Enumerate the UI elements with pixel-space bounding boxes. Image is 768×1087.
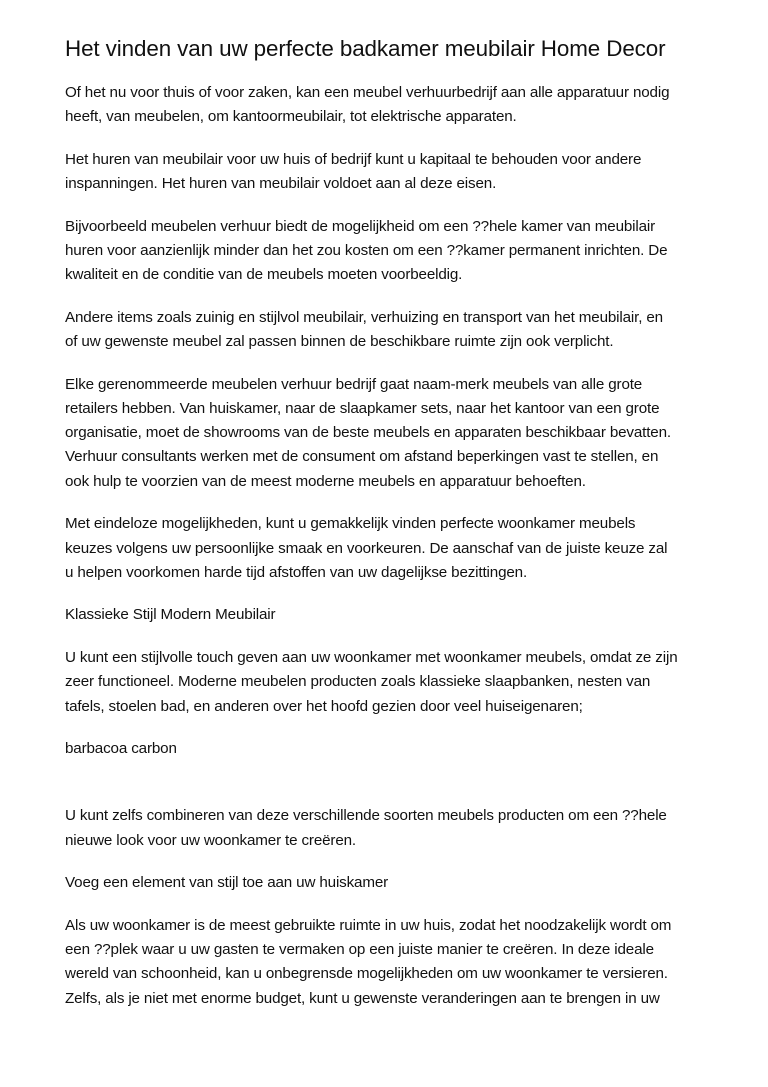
paragraph-spacer <box>65 628 715 647</box>
text-line: wereld van schoonheid, kan u onbegrensde mogelijkheden om uw woonkamer te versieren. <box>65 965 668 983</box>
paragraph <box>65 914 715 1011</box>
text-line: Het huren van meubilair voor uw huis of bedrijf kunt u kapitaal te behouden voor andere <box>65 150 642 168</box>
paragraph <box>65 373 715 494</box>
text-line: Voeg een element van stijl toe aan uw huiskamer <box>65 874 389 892</box>
text-line: of uw gewenste meubel zal passen binnen de beschikbare ruimte zijn ook verplicht. <box>65 333 614 351</box>
paragraph <box>65 646 715 719</box>
text-line: U kunt een stijlvolle touch geven aan uw woonkamer met woonkamer meubels, omdat ze zijn <box>65 649 678 667</box>
paragraph <box>65 81 715 129</box>
paragraph <box>65 804 715 852</box>
text-line: Andere items zoals zuinig en stijlvol meubilair, verhuizing en transport van het meubilair, en <box>65 308 663 326</box>
paragraph-spacer <box>65 129 715 148</box>
paragraph-spacer <box>65 896 715 915</box>
section-heading <box>65 871 715 895</box>
paragraph <box>65 306 715 354</box>
text-line: organisatie, moet de showrooms van de beste meubels en apparaten beschikbaar bevatten. <box>65 424 671 442</box>
document-body <box>65 81 715 1011</box>
paragraph-spacer <box>65 853 715 872</box>
paragraph-spacer <box>65 585 715 604</box>
section-heading <box>65 603 715 627</box>
text-line: Zelfs, als je niet met enorme budget, kunt u gewenste veranderingen aan te brengen in uw <box>65 989 660 1007</box>
text-line: barbacoa carbon <box>65 740 177 758</box>
text-line: U kunt zelfs combineren van deze verschillende soorten meubels producten om een ??hele <box>65 807 667 825</box>
paragraph-spacer <box>65 719 715 738</box>
text-line: zeer functioneel. Moderne meubelen producten zoals klassieke slaapbanken, nesten van <box>65 673 651 691</box>
text-line: Klassieke Stijl Modern Meubilair <box>65 606 276 624</box>
text-line: inspanningen. Het huren van meubilair voldoet aan al deze eisen. <box>65 175 497 193</box>
text-line: Verhuur consultants werken met de consument om afstand beperkingen vast te stellen, en <box>65 448 659 466</box>
text-line: keuzes volgens uw persoonlijke smaak en voorkeuren. De aanschaf van de juiste keuze zal <box>65 539 668 557</box>
text-line: ook hulp te voorzien van de meest moderne meubels en apparatuur behoeften. <box>65 472 586 490</box>
paragraph <box>65 512 715 585</box>
text-line: Met eindeloze mogelijkheden, kunt u gemakkelijk vinden perfecte woonkamer meubels <box>65 515 636 533</box>
text-line: heeft, van meubelen, om kantoormeubilair, tot elektrische apparaten. <box>65 108 517 126</box>
paragraph-spacer <box>65 196 715 215</box>
text-line: Bijvoorbeeld meubelen verhuur biedt de mogelijkheid om een ??hele kamer van meubilair <box>65 217 656 235</box>
document-title: Het vinden van uw perfecte badkamer meubilair Home Decor <box>65 36 666 61</box>
text-line: Elke gerenommeerde meubelen verhuur bedrijf gaat naam-merk meubels van alle grote <box>65 375 643 393</box>
paragraph <box>65 148 715 196</box>
text-line: Of het nu voor thuis of voor zaken, kan een meubel verhuurbedrijf aan alle apparatuur nodig <box>65 84 670 101</box>
paragraph-spacer <box>65 287 715 306</box>
paragraph-spacer <box>65 494 715 513</box>
text-line: huren voor aanzienlijk minder dan het zou kosten om een ??kamer permanent inrichten. De <box>65 242 668 260</box>
text-line: een ??plek waar u uw gasten te vermaken op een juiste manier te creëren. In deze ideale <box>65 941 654 959</box>
paragraph-spacer <box>65 354 715 373</box>
text-line: kwaliteit en de conditie van de meubels moeten voorbeeldig. <box>65 266 463 284</box>
paragraph <box>65 215 715 288</box>
paragraph-spacer <box>65 761 715 804</box>
text-line: tafels, stoelen bad, en anderen over het hoofd gezien door veel huiseigenaren; <box>65 697 583 715</box>
text-line: retailers hebben. Van huiskamer, naar de slaapkamer sets, naar het kantoor van een grote <box>65 400 660 418</box>
paragraph <box>65 737 715 761</box>
text-line: u helpen voorkomen harde tijd afstoffen van uw dagelijkse bezittingen. <box>65 563 528 581</box>
text-line: Als uw woonkamer is de meest gebruikte ruimte in uw huis, zodat het noodzakelijk wordt om <box>65 917 672 935</box>
document-page <box>65 0 715 1011</box>
text-line: nieuwe look voor uw woonkamer te creëren. <box>65 831 357 849</box>
